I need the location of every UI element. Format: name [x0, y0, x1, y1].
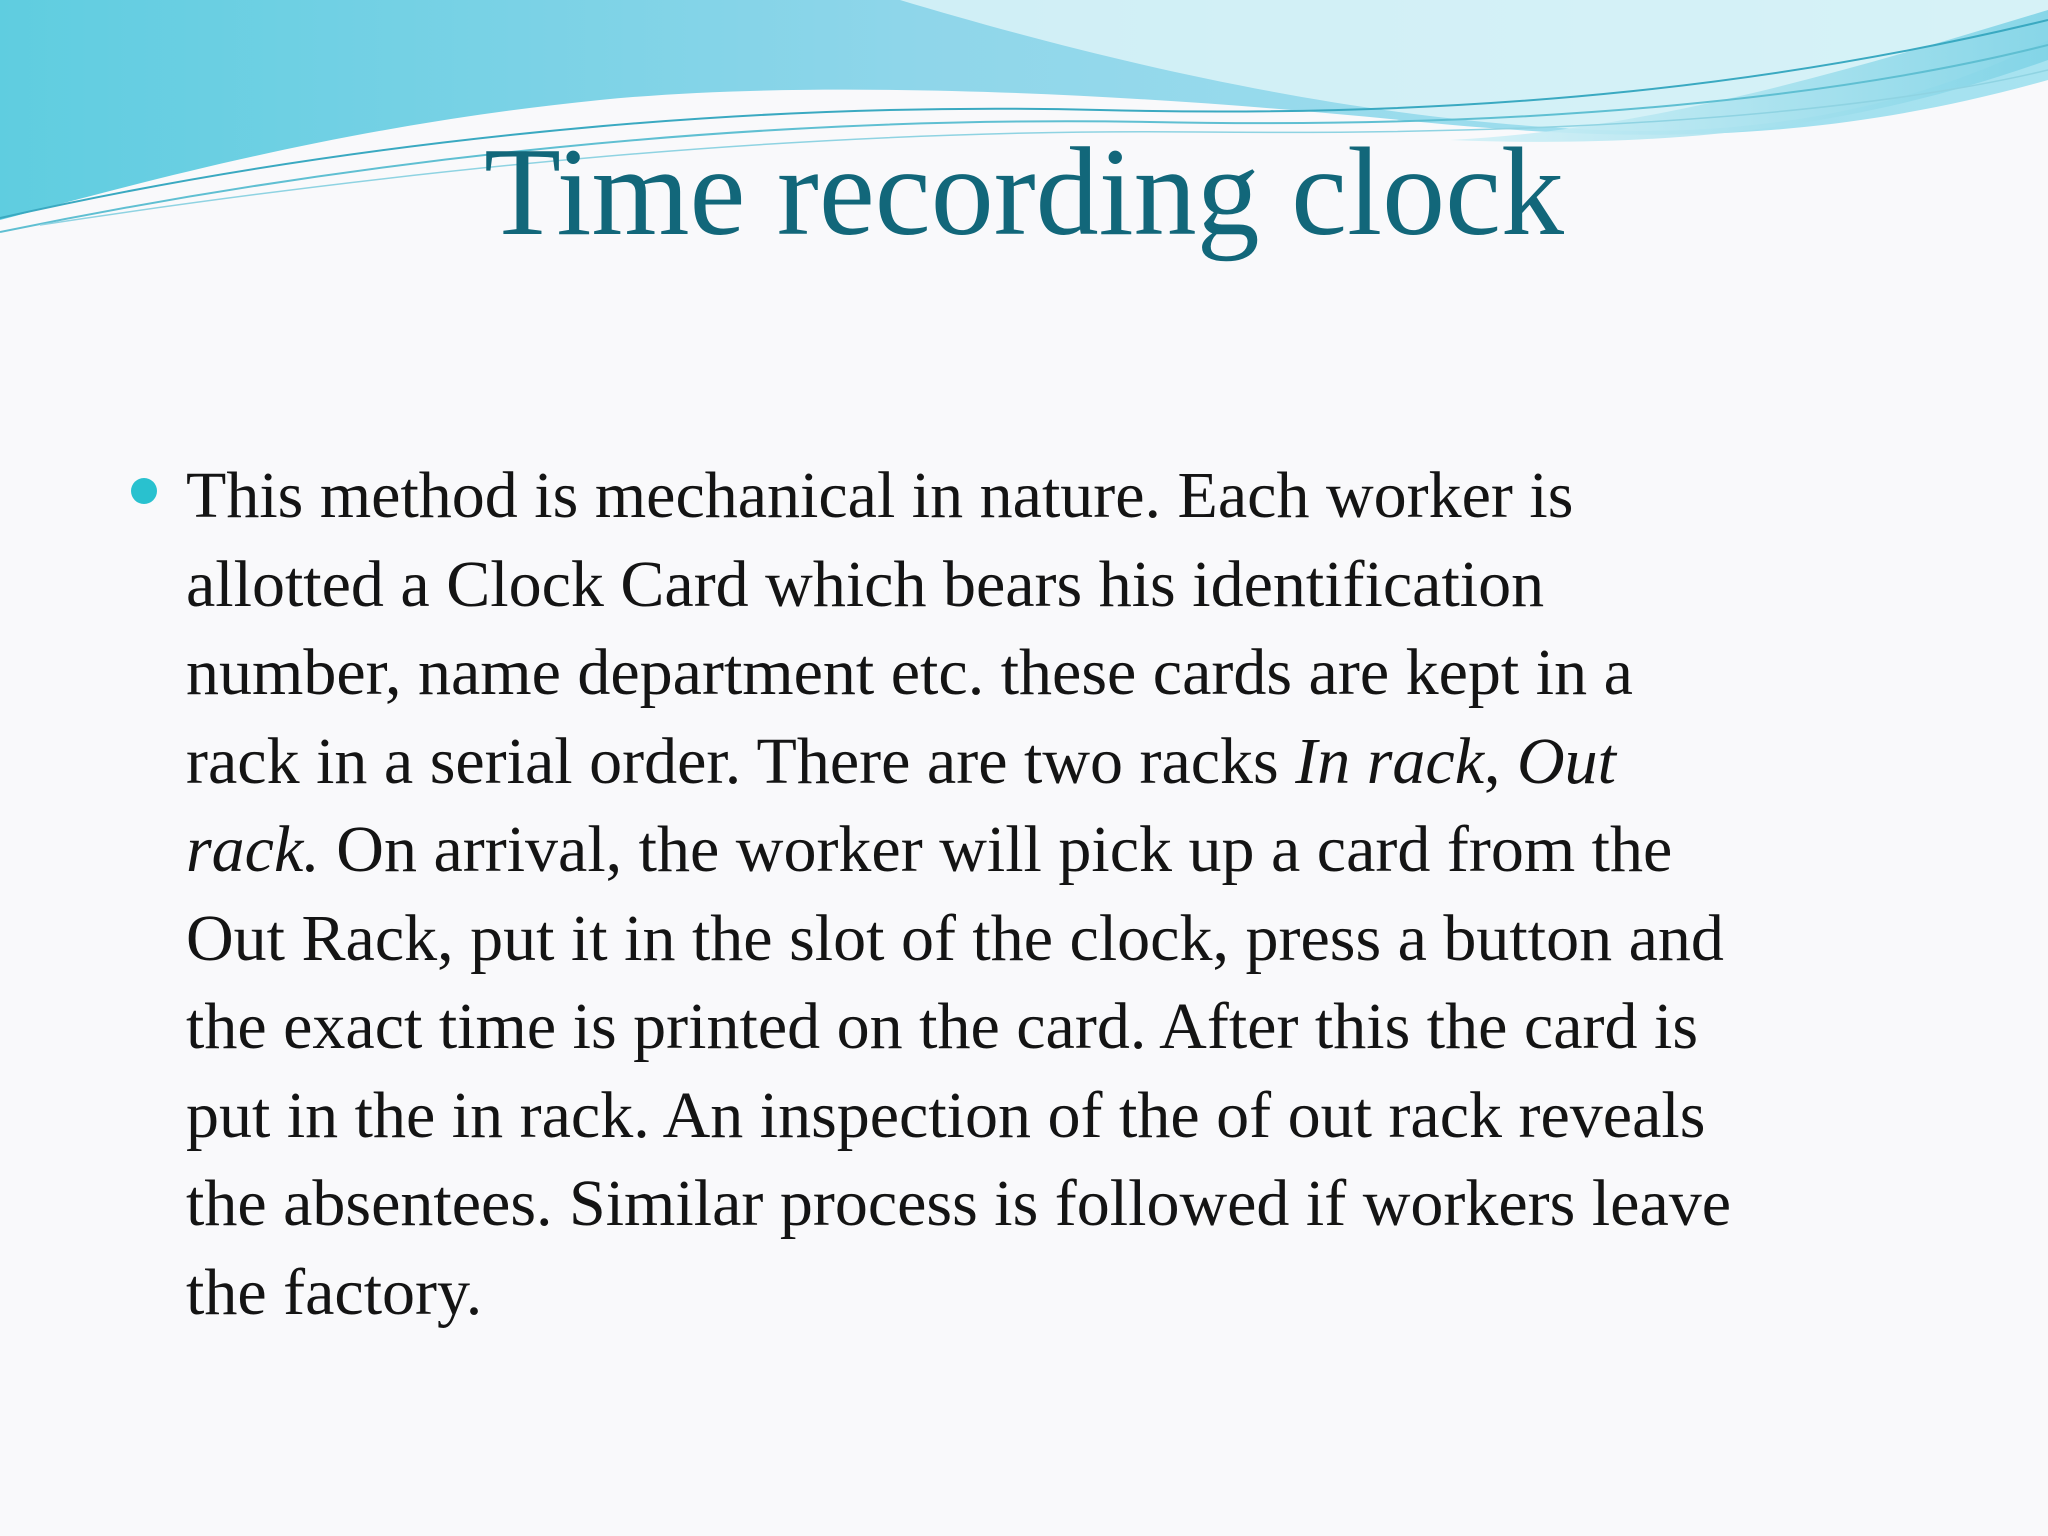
body-line-7: the exact time is printed on the card. After this the card is [186, 990, 1699, 1063]
out-term: Out [1517, 724, 1617, 798]
rack-term: rack. [186, 813, 320, 886]
bullet-icon [131, 478, 157, 504]
bullet-item [0, 452, 1946, 1337]
body-line-6: Out Rack, put it in the slot of the clock, press a button and [186, 901, 1724, 975]
body-line-4-comma: , [1484, 724, 1518, 798]
body-line-5 [186, 806, 1946, 895]
body-line-4 [186, 718, 1946, 807]
bullet-paragraph [186, 452, 1946, 1337]
body-line-3: number, name department etc. these cards are kept in a [186, 636, 1633, 709]
body-line-8: put in the in rack. An inspection of the of out rack reveals [186, 1078, 1706, 1152]
bullet-list [0, 452, 1946, 1337]
slide-title: Time recording clock [483, 123, 1565, 262]
in-rack-term: In rack [1295, 724, 1485, 798]
body-line-5-text: On arrival, the worker will pick up a card from the [319, 813, 1673, 886]
body-line-1: This method is mechanical in nature. Each worker is [186, 459, 1574, 532]
body-line-9: the absentees. Similar process is followed if workers leave [186, 1167, 1732, 1240]
body-line-2: allotted a Clock Card which bears his identification [186, 547, 1545, 621]
body-line-4-text: rack in a serial order. There are two racks [186, 724, 1296, 798]
body-line-10: the factory. [186, 1255, 483, 1329]
